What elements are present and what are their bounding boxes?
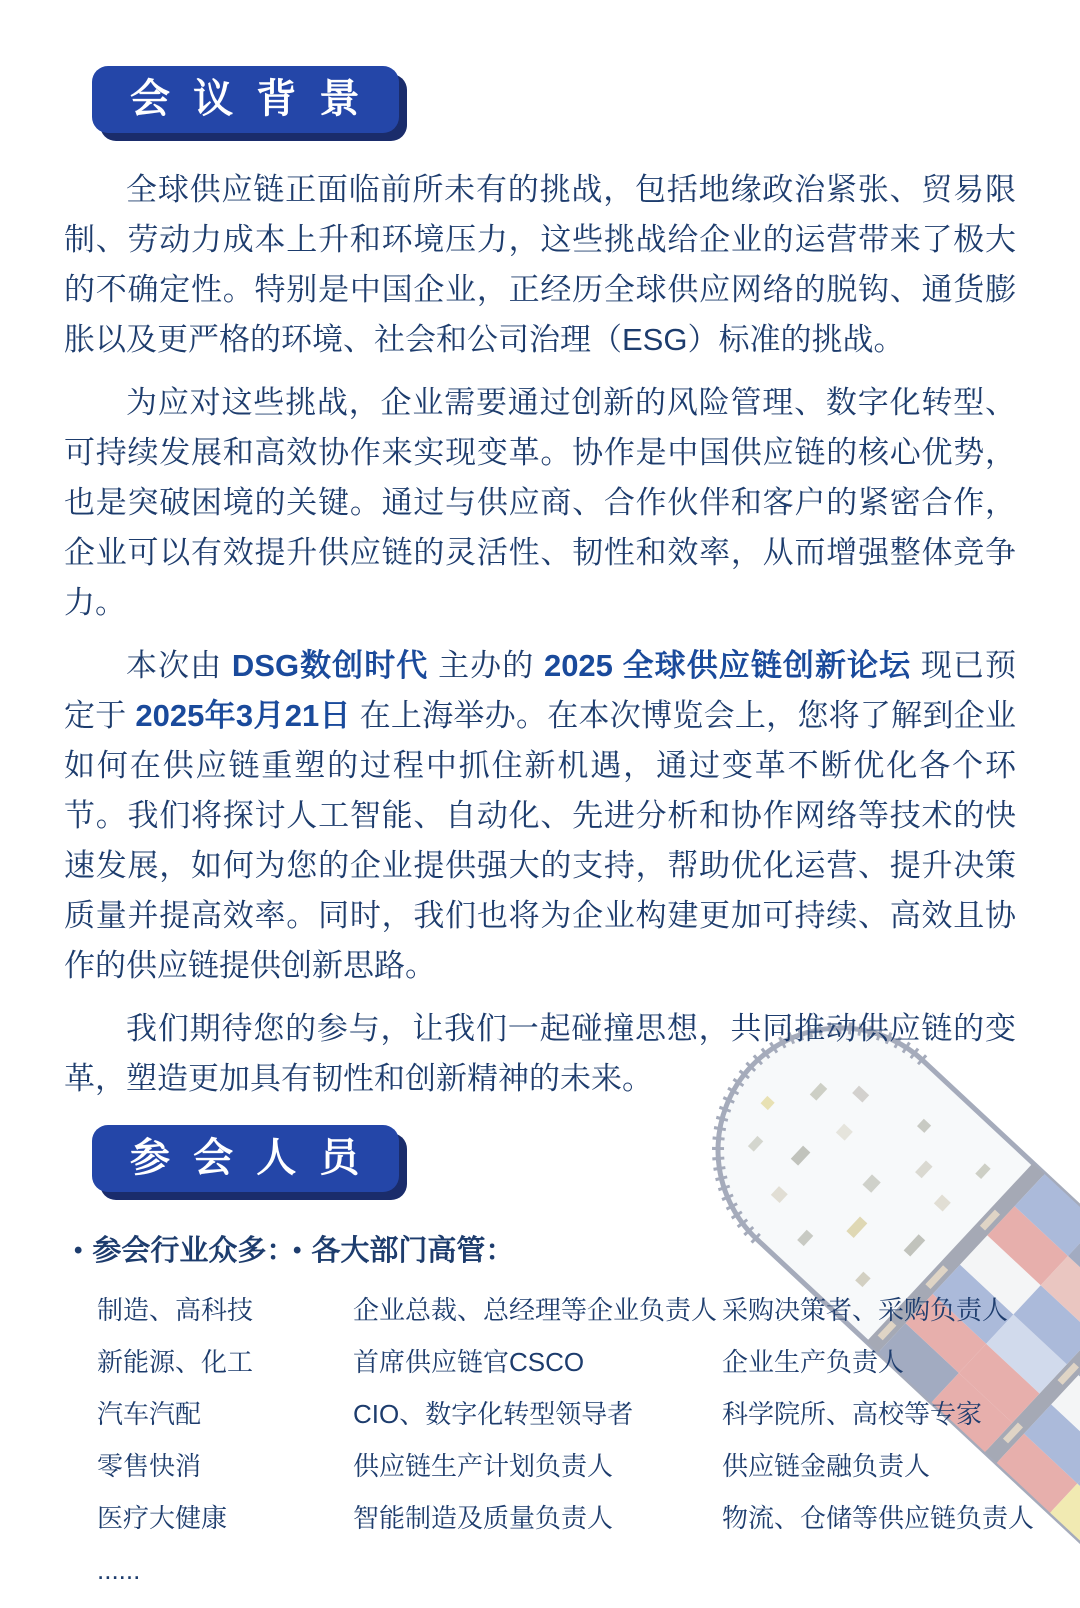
group-header-industries — [74, 1234, 296, 1268]
participants-column-industries — [74, 1234, 296, 1608]
list-item: 制造、高科技 — [97, 1295, 254, 1325]
body-text: 本次由 — [126, 648, 232, 683]
participants-column-executives-1 — [293, 1234, 718, 1608]
paragraph — [64, 1004, 1016, 1104]
section-participants — [64, 1117, 1035, 1608]
participants-column-executives-2 — [696, 1234, 1036, 1608]
list-item: 医疗大健康 — [97, 1503, 228, 1533]
section-title-badge-background — [92, 66, 399, 133]
body-text: 主办的 — [428, 648, 544, 683]
body-text: 全球供应链正面临前所未有的挑战，包括地缘政治紧张、贸易限制、劳动力成本上升和环境压力，这些挑战给企业的运营带来了极大的不确定性。特别是中国企业，正经历全球供应网络的脱钩、通货膨胀以及更严格的环境、社会和公司治理（ESG）标准的挑战。 — [64, 172, 1016, 357]
group-header-executives — [293, 1234, 696, 1268]
list-item: 企业总裁、总经理等企业负责人 — [353, 1295, 718, 1325]
list-item: 零售快消 — [97, 1451, 202, 1481]
body-text: 我们期待您的参与，让我们一起碰撞思想，共同推动供应链的变革，塑造更加具有韧性和创新精神的未来。 — [64, 1011, 1016, 1096]
bullet-icon: • — [74, 1237, 83, 1264]
background-paragraphs — [64, 165, 1016, 1104]
section-title-text: 参 会 人 员 — [130, 1136, 366, 1180]
list-item: 采购决策者、采购负责人 — [722, 1295, 1009, 1325]
executives-list-2 — [696, 1296, 1036, 1532]
bullet-icon: • — [293, 1237, 302, 1264]
list-item: 企业生产负责人 — [722, 1347, 905, 1377]
paragraph — [64, 165, 1016, 365]
list-item: 科学院所、高校等专家 — [722, 1399, 983, 1429]
highlight-text: 2025 全球供应链创新论坛 — [543, 648, 912, 683]
group-header-spacer — [696, 1234, 1036, 1268]
body-text: 现已预定于 — [64, 648, 1016, 733]
highlight-text: 2025年3月21日 — [135, 698, 351, 733]
section-title-text: 会 议 背 景 — [130, 77, 366, 121]
body-text: 为应对这些挑战，企业需要通过创新的风险管理、数字化转型、可持续发展和高效协作来实现变革。协作是中国供应链的核心优势，也是突破困境的关键。通过与供应商、合作伙伴和客户的紧密合作，企业可以有效提升供应链的灵活性、韧性和效率，从而增强整体竞争力。 — [64, 385, 1016, 620]
list-item: 供应链金融负责人 — [722, 1451, 931, 1481]
section-title-badge-participants — [92, 1125, 399, 1192]
paragraph — [64, 641, 1016, 991]
list-item: 汽车汽配 — [97, 1399, 202, 1429]
list-item: ...... — [97, 1555, 141, 1585]
highlight-text: DSG数创时代 — [231, 648, 429, 683]
body-text: 在上海举办。在本次博览会上，您将了解到企业如何在供应链重塑的过程中抓住新机遇，通过变革不断优化各个环节。我们将探讨人工智能、自动化、先进分析和协作网络等技术的快速发展，如何为您的企业提供强大的支持，帮助优化运营、提升决策质量并提高效率。同时，我们也将为企业构建更加可持续、高效且协作的供应链提供创新思路。 — [64, 698, 1016, 983]
participant-grid — [64, 1234, 1035, 1608]
group-header-label: 各大部门高管： — [311, 1235, 515, 1267]
list-item: 物流、仓储等供应链负责人 — [722, 1503, 1035, 1533]
list-item: 智能制造及质量负责人 — [353, 1503, 614, 1533]
list-item: 首席供应链官CSCO — [353, 1347, 585, 1377]
group-header-label: 参会行业众多： — [92, 1235, 296, 1267]
executives-list-1 — [293, 1295, 718, 1533]
section-conference-background — [64, 0, 1016, 1104]
paragraph — [64, 378, 1016, 628]
industries-list — [74, 1296, 293, 1584]
list-item: CIO、数字化转型领导者 — [353, 1399, 634, 1429]
list-item: 新能源、化工 — [97, 1347, 254, 1377]
list-item: 供应链生产计划负责人 — [353, 1451, 614, 1481]
